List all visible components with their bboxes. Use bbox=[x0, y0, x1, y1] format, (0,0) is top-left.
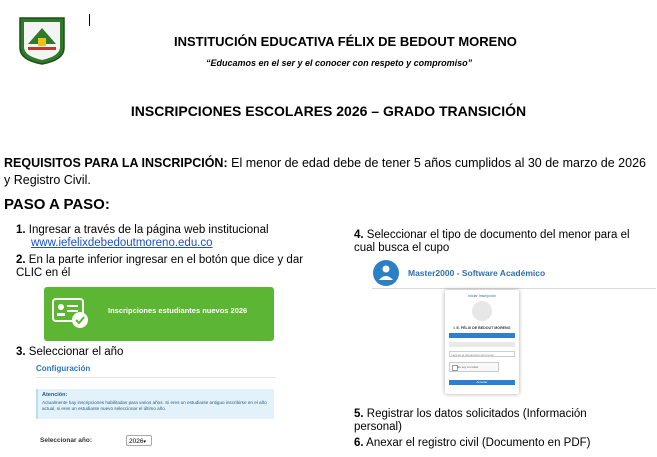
step-3 bbox=[16, 346, 123, 359]
new-students-signup-button[interactable] bbox=[44, 287, 274, 341]
step-number: 3. bbox=[16, 346, 26, 358]
step-number: 6. bbox=[354, 437, 364, 449]
doc-type-option[interactable] bbox=[449, 342, 515, 347]
step-6 bbox=[354, 437, 650, 450]
form-title: Iniciar Inscripción bbox=[468, 294, 496, 298]
config-alert bbox=[36, 389, 274, 419]
step-1 bbox=[16, 224, 316, 250]
step-number: 4. bbox=[354, 229, 364, 241]
step-text: Ingresar a través de la página web institucional bbox=[28, 224, 269, 236]
signup-form-card bbox=[445, 290, 519, 394]
avatar-icon bbox=[472, 301, 492, 321]
step-2 bbox=[16, 254, 306, 280]
step-text: Seleccionar el año bbox=[28, 346, 124, 358]
step-4 bbox=[354, 229, 650, 255]
master2000-divider bbox=[372, 288, 656, 289]
institution-motto: “Educamos en el ser y el conocer con respeto y compromiso” bbox=[206, 58, 473, 68]
text-cursor bbox=[89, 14, 90, 26]
institution-name: INSTITUCIÓN EDUCATIVA FÉLIX DE BEDOUT MORENO bbox=[174, 34, 517, 49]
master2000-brand: Master2000 - Software Académico bbox=[408, 268, 546, 278]
config-divider bbox=[36, 377, 276, 378]
requirements-text: El menor de edad debe de tener 5 años cumplidos al 30 de marzo de 2026 y Registro Civil. bbox=[4, 156, 646, 187]
year-select-value: 2026 bbox=[129, 438, 144, 445]
form-school-name: I. E. FÉLIX DE BEDOUT MORENO bbox=[453, 326, 511, 330]
steps-heading: PASO A PASO: bbox=[4, 196, 110, 213]
institution-website-link[interactable]: www.iefelixdebedoutmoreno.edu.co bbox=[31, 237, 213, 249]
doc-type-select[interactable] bbox=[449, 333, 515, 338]
master2000-logo-icon bbox=[373, 260, 399, 286]
requirements-label: REQUISITOS PARA LA INSCRIPCIÓN: bbox=[4, 156, 228, 170]
step-text: Seleccionar el tipo de documento del menor para el cual busca el cupo bbox=[354, 229, 630, 254]
form-submit-button[interactable]: Acceder bbox=[449, 380, 515, 385]
year-select-label: Seleccionar año: bbox=[40, 437, 93, 444]
step-text: En la parte inferior ingresar en el botón que dice y dar CLIC en él bbox=[16, 254, 304, 279]
step-number: 1. bbox=[16, 224, 26, 236]
id-card-icon bbox=[52, 298, 92, 330]
captcha-box[interactable] bbox=[449, 362, 499, 372]
year-select[interactable] bbox=[126, 435, 152, 446]
page-title: INSCRIPCIONES ESCOLARES 2026 – GRADO TRANSICIÓN bbox=[130, 103, 527, 119]
chevron-down-icon: ▾ bbox=[143, 439, 146, 445]
document-input[interactable]: Ingrese el documento del menor bbox=[449, 351, 515, 357]
step-text: Anexar el registro civil (Documento en PDF) bbox=[366, 437, 591, 449]
requirements bbox=[4, 155, 654, 189]
captcha-label: No soy un robot bbox=[457, 365, 479, 369]
school-logo bbox=[16, 14, 68, 66]
step-number: 2. bbox=[16, 254, 26, 266]
alert-title: Atención: bbox=[42, 392, 68, 398]
new-students-signup-label: Inscripciones estudiantes nuevos 2026 bbox=[108, 306, 248, 315]
step-5 bbox=[354, 408, 634, 434]
alert-text: Actualmente hay inscripciones habilitadas para varios años. Si eres un estudiante antiguo inscribirse en el año actual, si eres un estudiante nuevo seleccionar el último año. bbox=[42, 400, 267, 411]
step-text: Registrar los datos solicitados (Información personal) bbox=[354, 408, 587, 433]
step-number: 5. bbox=[354, 408, 364, 420]
config-title: Configuración bbox=[36, 364, 91, 373]
